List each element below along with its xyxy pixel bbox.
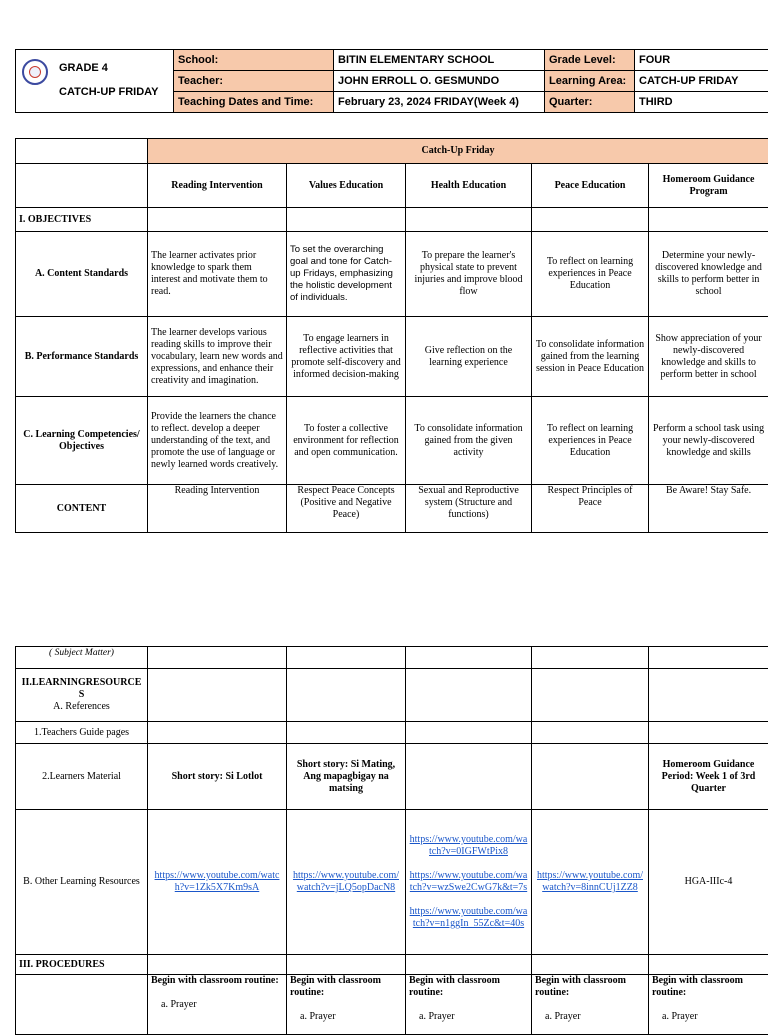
- program-title: CATCH-UP FRIDAY: [59, 86, 158, 98]
- col-homeroom-guidance: Homeroom Guidance Program: [649, 164, 768, 208]
- col-health-education: Health Education: [406, 164, 532, 208]
- subject-matter-label: ( Subject Matter): [16, 647, 148, 669]
- content-standards-reading: The learner activates prior knowledge to spark them interest and motivate them to read.: [148, 232, 287, 317]
- content-standards-homeroom: Determine your newly-discovered knowledge and skills to perform better in school: [649, 232, 768, 317]
- content-reading: Reading Intervention: [148, 485, 287, 533]
- teachers-guide-label: 1.Teachers Guide pages: [16, 722, 148, 744]
- health-links-cell: [406, 810, 532, 955]
- learning-area-label: Learning Area:: [545, 71, 635, 92]
- content-values: Respect Peace Concepts (Positive and Negative Peace): [287, 485, 406, 533]
- learning-competencies-homeroom: Perform a school task using your newly-discovered knowledge and skills: [649, 397, 768, 485]
- performance-standards-values: To engage learners in reflective activities that promote self-discovery and informed decision-making: [287, 317, 406, 397]
- other-resources-label: B. Other Learning Resources: [16, 810, 148, 955]
- content-standards-peace: To reflect on learning experiences in Peace Education: [532, 232, 649, 317]
- routine-homeroom: [649, 975, 768, 1035]
- school-logo-cell: [16, 50, 174, 113]
- content-standards-label: A. Content Standards: [16, 232, 148, 317]
- grade-level-label: Grade Level:: [545, 50, 635, 71]
- col-values-education: Values Education: [287, 164, 406, 208]
- learning-competencies-health: To consolidate information gained from the given activity: [406, 397, 532, 485]
- learning-resources-cell: [16, 669, 148, 722]
- learners-material-health: [406, 744, 532, 810]
- dates-value: February 23, 2024 FRIDAY(Week 4): [334, 92, 545, 113]
- routine-peace: [532, 975, 649, 1035]
- content-label: CONTENT: [16, 485, 148, 533]
- routine-label: Begin with classroom routine:: [535, 975, 626, 998]
- learners-material-peace: [532, 744, 649, 810]
- learners-material-values: Short story: Si Mating, Ang mapagbigay na matsing: [287, 744, 406, 810]
- content-peace: Respect Principles of Peace: [532, 485, 649, 533]
- learners-material-homeroom: Homeroom Guidance Period: Week 1 of 3rd Quarter: [649, 744, 768, 810]
- objectives-table: [15, 138, 768, 533]
- col-peace-education: Peace Education: [532, 164, 649, 208]
- performance-standards-reading: The learner develops various reading skills to improve their vocabulary, learn new words and expressions, and enhance their creativity and imagination.: [148, 317, 287, 397]
- learning-competencies-label: C. Learning Competencies/ Objectives: [16, 397, 148, 485]
- deped-seal-icon: [22, 59, 48, 85]
- content-standards-health: To prepare the learner's physical state to prevent injuries and improve blood flow: [406, 232, 532, 317]
- peace-video-link[interactable]: https://www.youtube.com/watch?v=8innCUj1ZZ8: [537, 870, 643, 893]
- content-homeroom: Be Aware! Stay Safe.: [649, 485, 768, 533]
- routine-label: Begin with classroom routine:: [290, 975, 381, 998]
- routine-reading: [148, 975, 287, 1035]
- routine-label: Begin with classroom routine:: [409, 975, 500, 998]
- learning-area-value: CATCH-UP FRIDAY: [635, 71, 768, 92]
- prayer-item: a. Prayer: [161, 999, 283, 1011]
- resources-table: [15, 646, 768, 1035]
- performance-standards-homeroom: Show appreciation of your newly-discovered knowledge and skills to perform better in school: [649, 317, 768, 397]
- school-value: BITIN ELEMENTARY SCHOOL: [334, 50, 545, 71]
- health-video-link-1[interactable]: https://www.youtube.com/watch?v=0IGFWtPix8: [409, 834, 528, 858]
- prayer-item: a. Prayer: [419, 1011, 528, 1023]
- prayer-item: a. Prayer: [545, 1011, 645, 1023]
- catch-up-friday-title: Catch-Up Friday: [148, 139, 768, 164]
- routine-label: Begin with classroom routine:: [652, 975, 743, 998]
- teacher-value: JOHN ERROLL O. GESMUNDO: [334, 71, 545, 92]
- procedures-label: III. PROCEDURES: [16, 955, 148, 975]
- performance-standards-peace: To consolidate information gained from the learning session in Peace Education: [532, 317, 649, 397]
- performance-standards-label: B. Performance Standards: [16, 317, 148, 397]
- header-table: [15, 49, 768, 113]
- quarter-label: Quarter:: [545, 92, 635, 113]
- learners-material-label: 2.Learners Material: [16, 744, 148, 810]
- learning-competencies-values: To foster a collective environment for reflection and open communication.: [287, 397, 406, 485]
- health-video-link-3[interactable]: https://www.youtube.com/watch?v=n1ggIn_55Zc&t=40s: [409, 906, 528, 930]
- quarter-value: THIRD: [635, 92, 768, 113]
- content-standards-values: To set the overarching goal and tone for Catch-up Fridays, emphasizing the holistic development of individuals.: [287, 232, 406, 317]
- learning-competencies-peace: To reflect on learning experiences in Peace Education: [532, 397, 649, 485]
- routine-values: [287, 975, 406, 1035]
- homeroom-code: HGA-IIIc-4: [649, 810, 768, 955]
- references-label: A. References: [19, 701, 144, 713]
- grade-level-value: FOUR: [635, 50, 768, 71]
- routine-health: [406, 975, 532, 1035]
- grade-title: GRADE 4: [59, 62, 108, 74]
- routine-label: Begin with classroom routine:: [151, 975, 279, 986]
- learning-competencies-reading: Provide the learners the chance to reflect. develop a deeper understanding of the text, and promote the use of language or newly learned words creatively.: [148, 397, 287, 485]
- performance-standards-health: Give reflection on the learning experience: [406, 317, 532, 397]
- teacher-label: Teacher:: [174, 71, 334, 92]
- objectives-label: I. OBJECTIVES: [16, 208, 148, 232]
- learning-resources-label: II.LEARNINGRESOURCES: [19, 677, 144, 701]
- reading-video-link[interactable]: https://www.youtube.com/watch?v=1Zk5X7Km9sA: [155, 870, 280, 893]
- learners-material-reading: Short story: Si Lotlot: [148, 744, 287, 810]
- dates-label: Teaching Dates and Time:: [174, 92, 334, 113]
- values-video-link[interactable]: https://www.youtube.com/watch?v=jLQ5opDacN8: [293, 870, 399, 893]
- col-reading-intervention: Reading Intervention: [148, 164, 287, 208]
- prayer-item: a. Prayer: [662, 1011, 765, 1023]
- health-video-link-2[interactable]: https://www.youtube.com/watch?v=wzSwe2CwG7k&t=7s: [409, 870, 528, 894]
- school-label: School:: [174, 50, 334, 71]
- content-health: Sexual and Reproductive system (Structure and functions): [406, 485, 532, 533]
- prayer-item: a. Prayer: [300, 1011, 402, 1023]
